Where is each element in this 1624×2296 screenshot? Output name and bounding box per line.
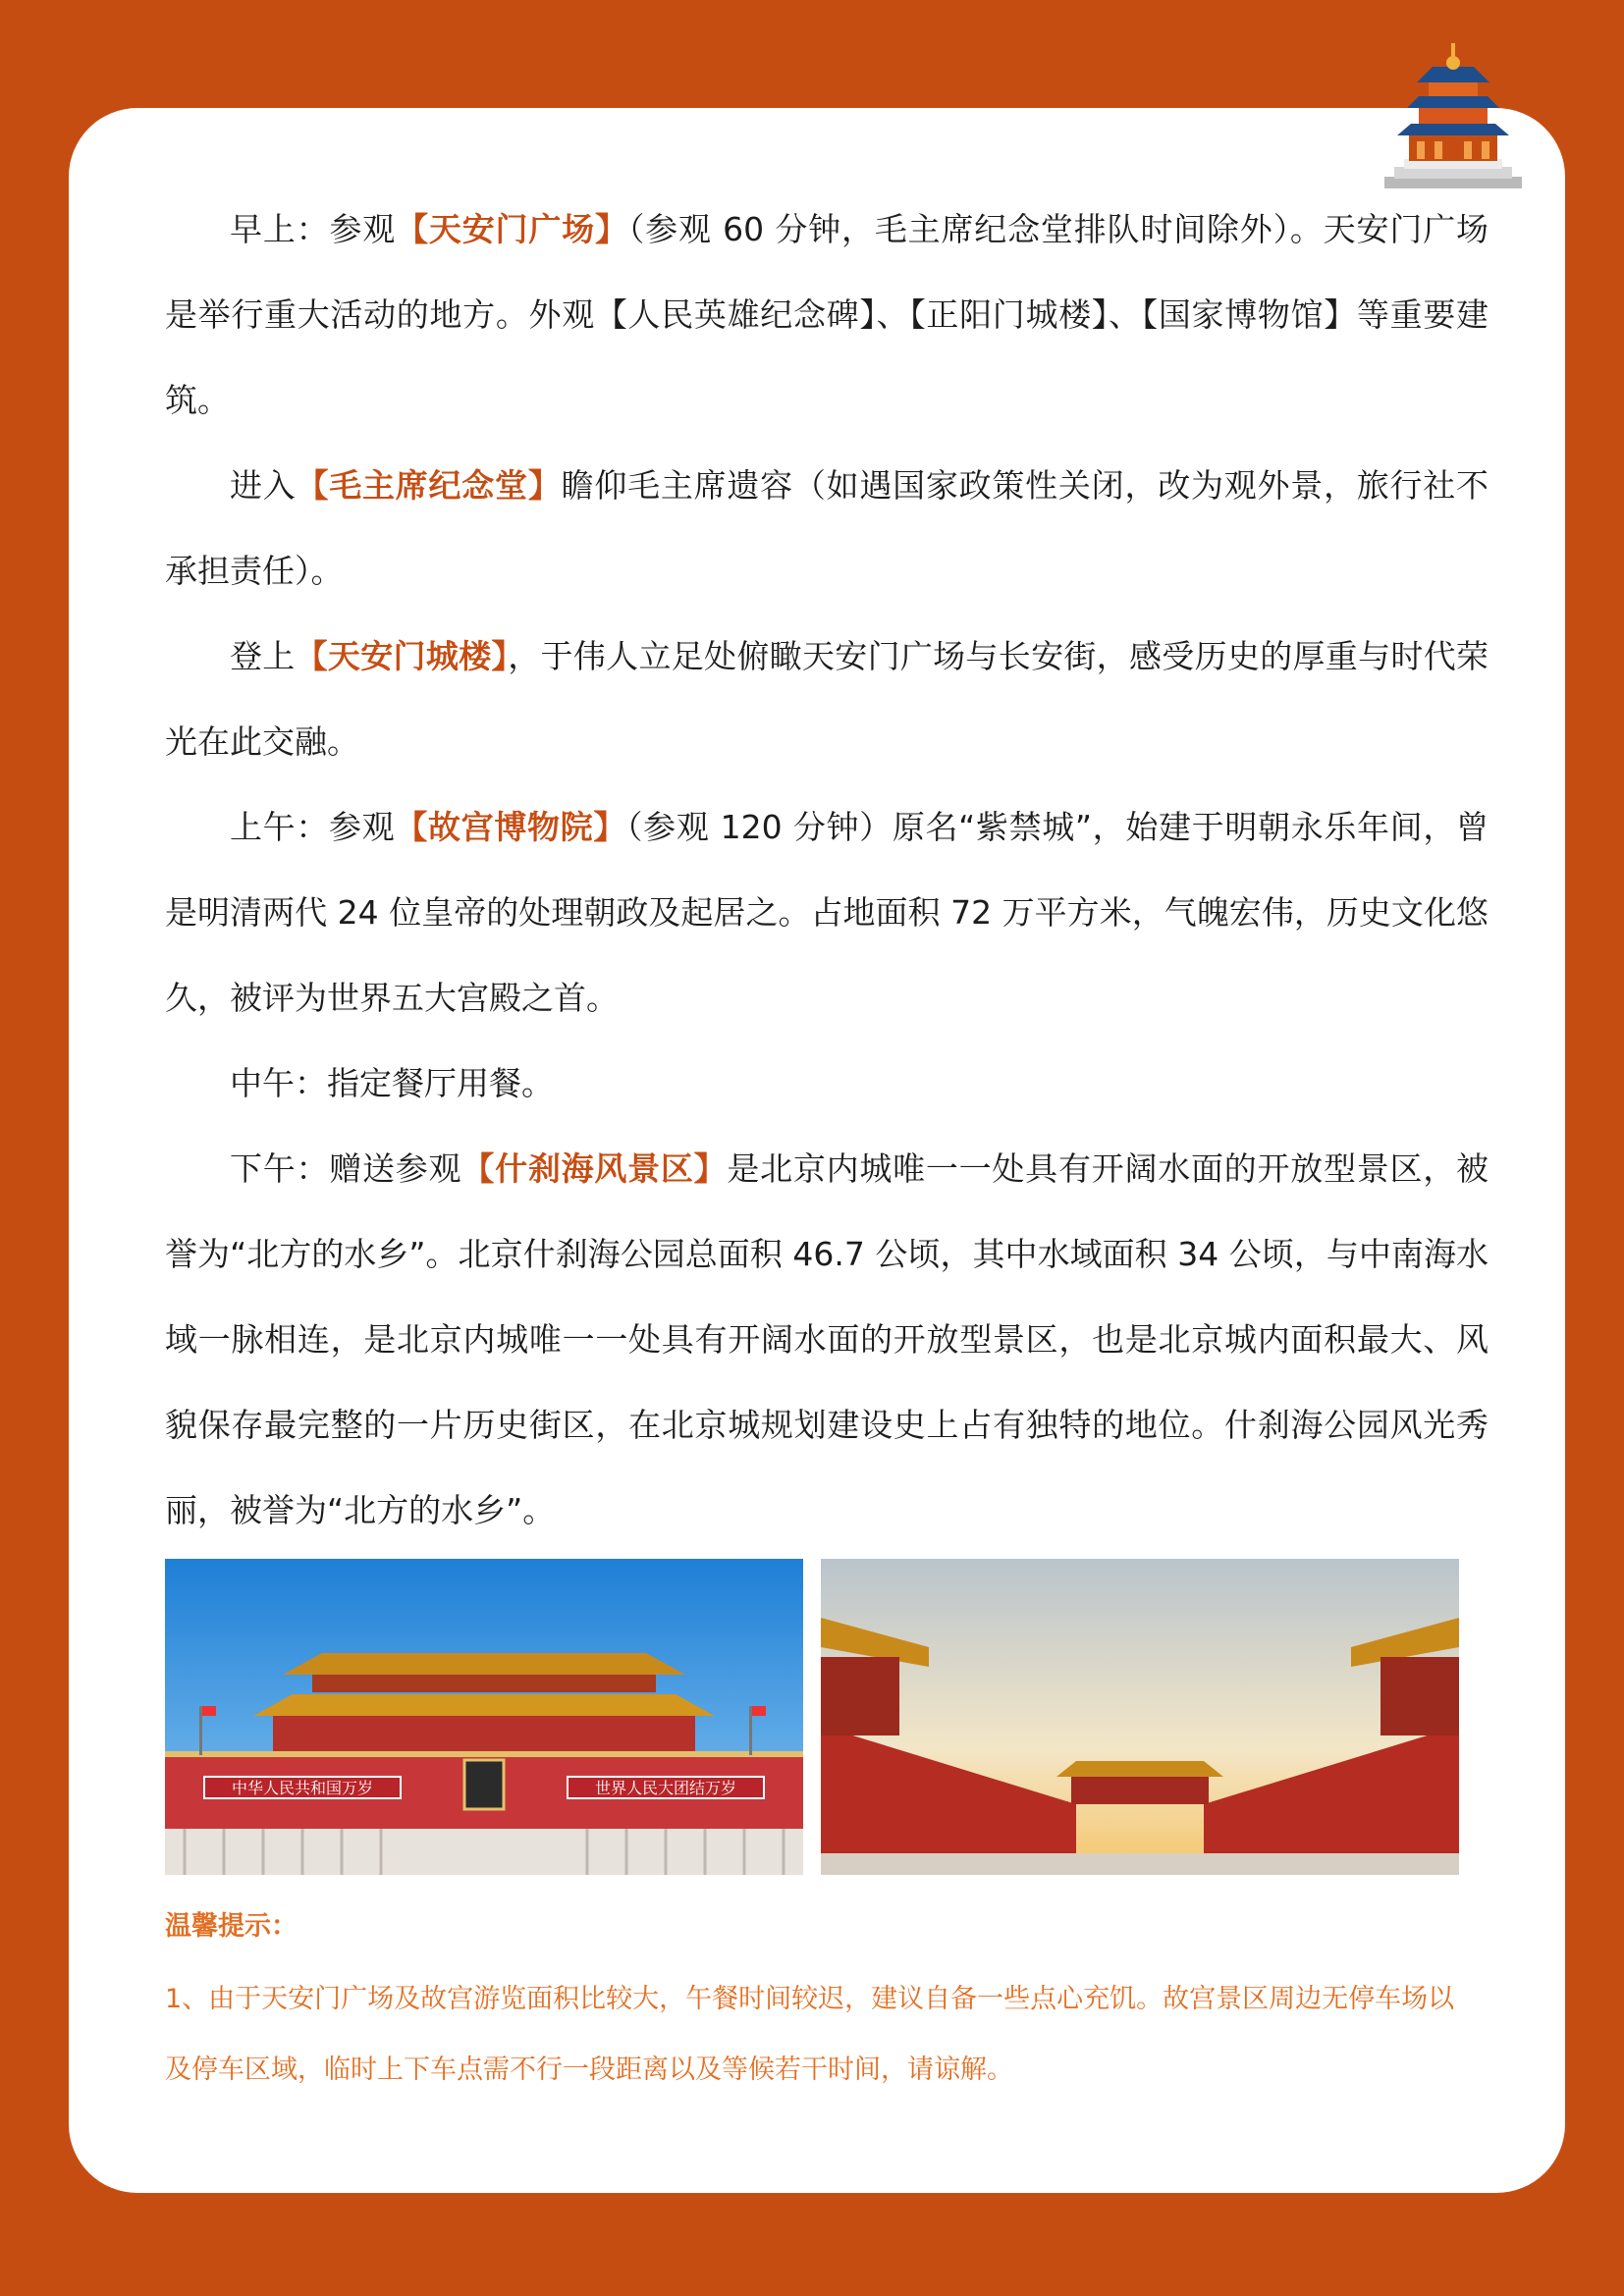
text-segment: 是北京内城唯一一处具有开阔水面的开放型景区，被誉为“北方的水乡”。北京什刹海公园总面积 46.7 公顷，其中水域面积 34 公顷，与中南海水域一脉相连，是北京内城唯一一处具有开阔水面的开放型景区，也是北京城内面积最大、风貌保存最完整的一片历史街区，在北京城规划建设史上占有独特的地位。什刹海公园风光秀丽，被誉为“北方的水乡”。 [165, 1149, 1489, 1529]
warm-tips [165, 1899, 1461, 2106]
paragraph [165, 614, 1489, 784]
paragraph [165, 187, 1489, 443]
tiananmen-photo [165, 1559, 803, 1875]
paragraph [165, 1126, 1489, 1553]
text-segment: （参观 120 分钟）原名“紫禁城”，始建于明朝永乐年间，曾是明清两代 24 位皇帝的处理朝政及起居之。占地面积 72 万平方米，气魄宏伟，历史文化悠久，被评为世界五大宫殿之首。 [165, 808, 1489, 1017]
text-segment: 早上：参观 [230, 210, 397, 248]
highlight-palace-museum: 【故宫博物院】 [395, 808, 627, 846]
text-segment: 下午：赠送参观 [230, 1149, 462, 1188]
highlight-tiananmen-tower: 【天安门城楼】 [295, 637, 509, 675]
highlight-mausoleum: 【毛主席纪念堂】 [296, 466, 562, 505]
text-segment: 中午：指定餐厅用餐。 [230, 1064, 554, 1102]
text-segment: （参观 60 分钟，毛主席纪念堂排队时间除外）。天安门广场是举行重大活动的地方。外观【人民英雄纪念碑】、【正阳门城楼】、【国家博物馆】等重要建筑。 [165, 210, 1489, 419]
left-banner-text: 中华人民共和国万岁 [231, 1779, 374, 1797]
text-segment: 瞻仰毛主席遗容（如遇国家政策性关闭，改为观外景，旅行社不承担责任）。 [165, 466, 1489, 590]
temple-of-heaven-icon [1380, 39, 1527, 200]
text-segment: 进入 [230, 466, 297, 505]
paragraph [165, 443, 1489, 614]
itinerary-text [165, 187, 1489, 1553]
highlight-tiananmen-square: 【天安门广场】 [396, 210, 628, 248]
forbidden-city-photo [821, 1559, 1459, 1875]
text-segment: 登上 [230, 637, 296, 675]
tips-text: 1、由于天安门广场及故宫游览面积比较大，午餐时间较迟，建议自备一些点心充饥。故宫景区周边无停车场以及停车区域，临时上下车点需不行一段距离以及等候若干时间，请谅解。 [165, 1984, 1455, 2085]
right-banner-text: 世界人民大团结万岁 [594, 1779, 737, 1797]
tips-title: 温馨提示： [165, 1911, 298, 1942]
paragraph [165, 784, 1489, 1041]
highlight-shichahai: 【什刹海风景区】 [461, 1149, 728, 1188]
text-segment: 上午：参观 [230, 808, 396, 846]
text-segment: ，于伟人立足处俯瞰天安门广场与长安街，感受历史的厚重与时代荣光在此交融。 [165, 637, 1489, 761]
photo-row [165, 1559, 1459, 1875]
paragraph [165, 1041, 1489, 1126]
